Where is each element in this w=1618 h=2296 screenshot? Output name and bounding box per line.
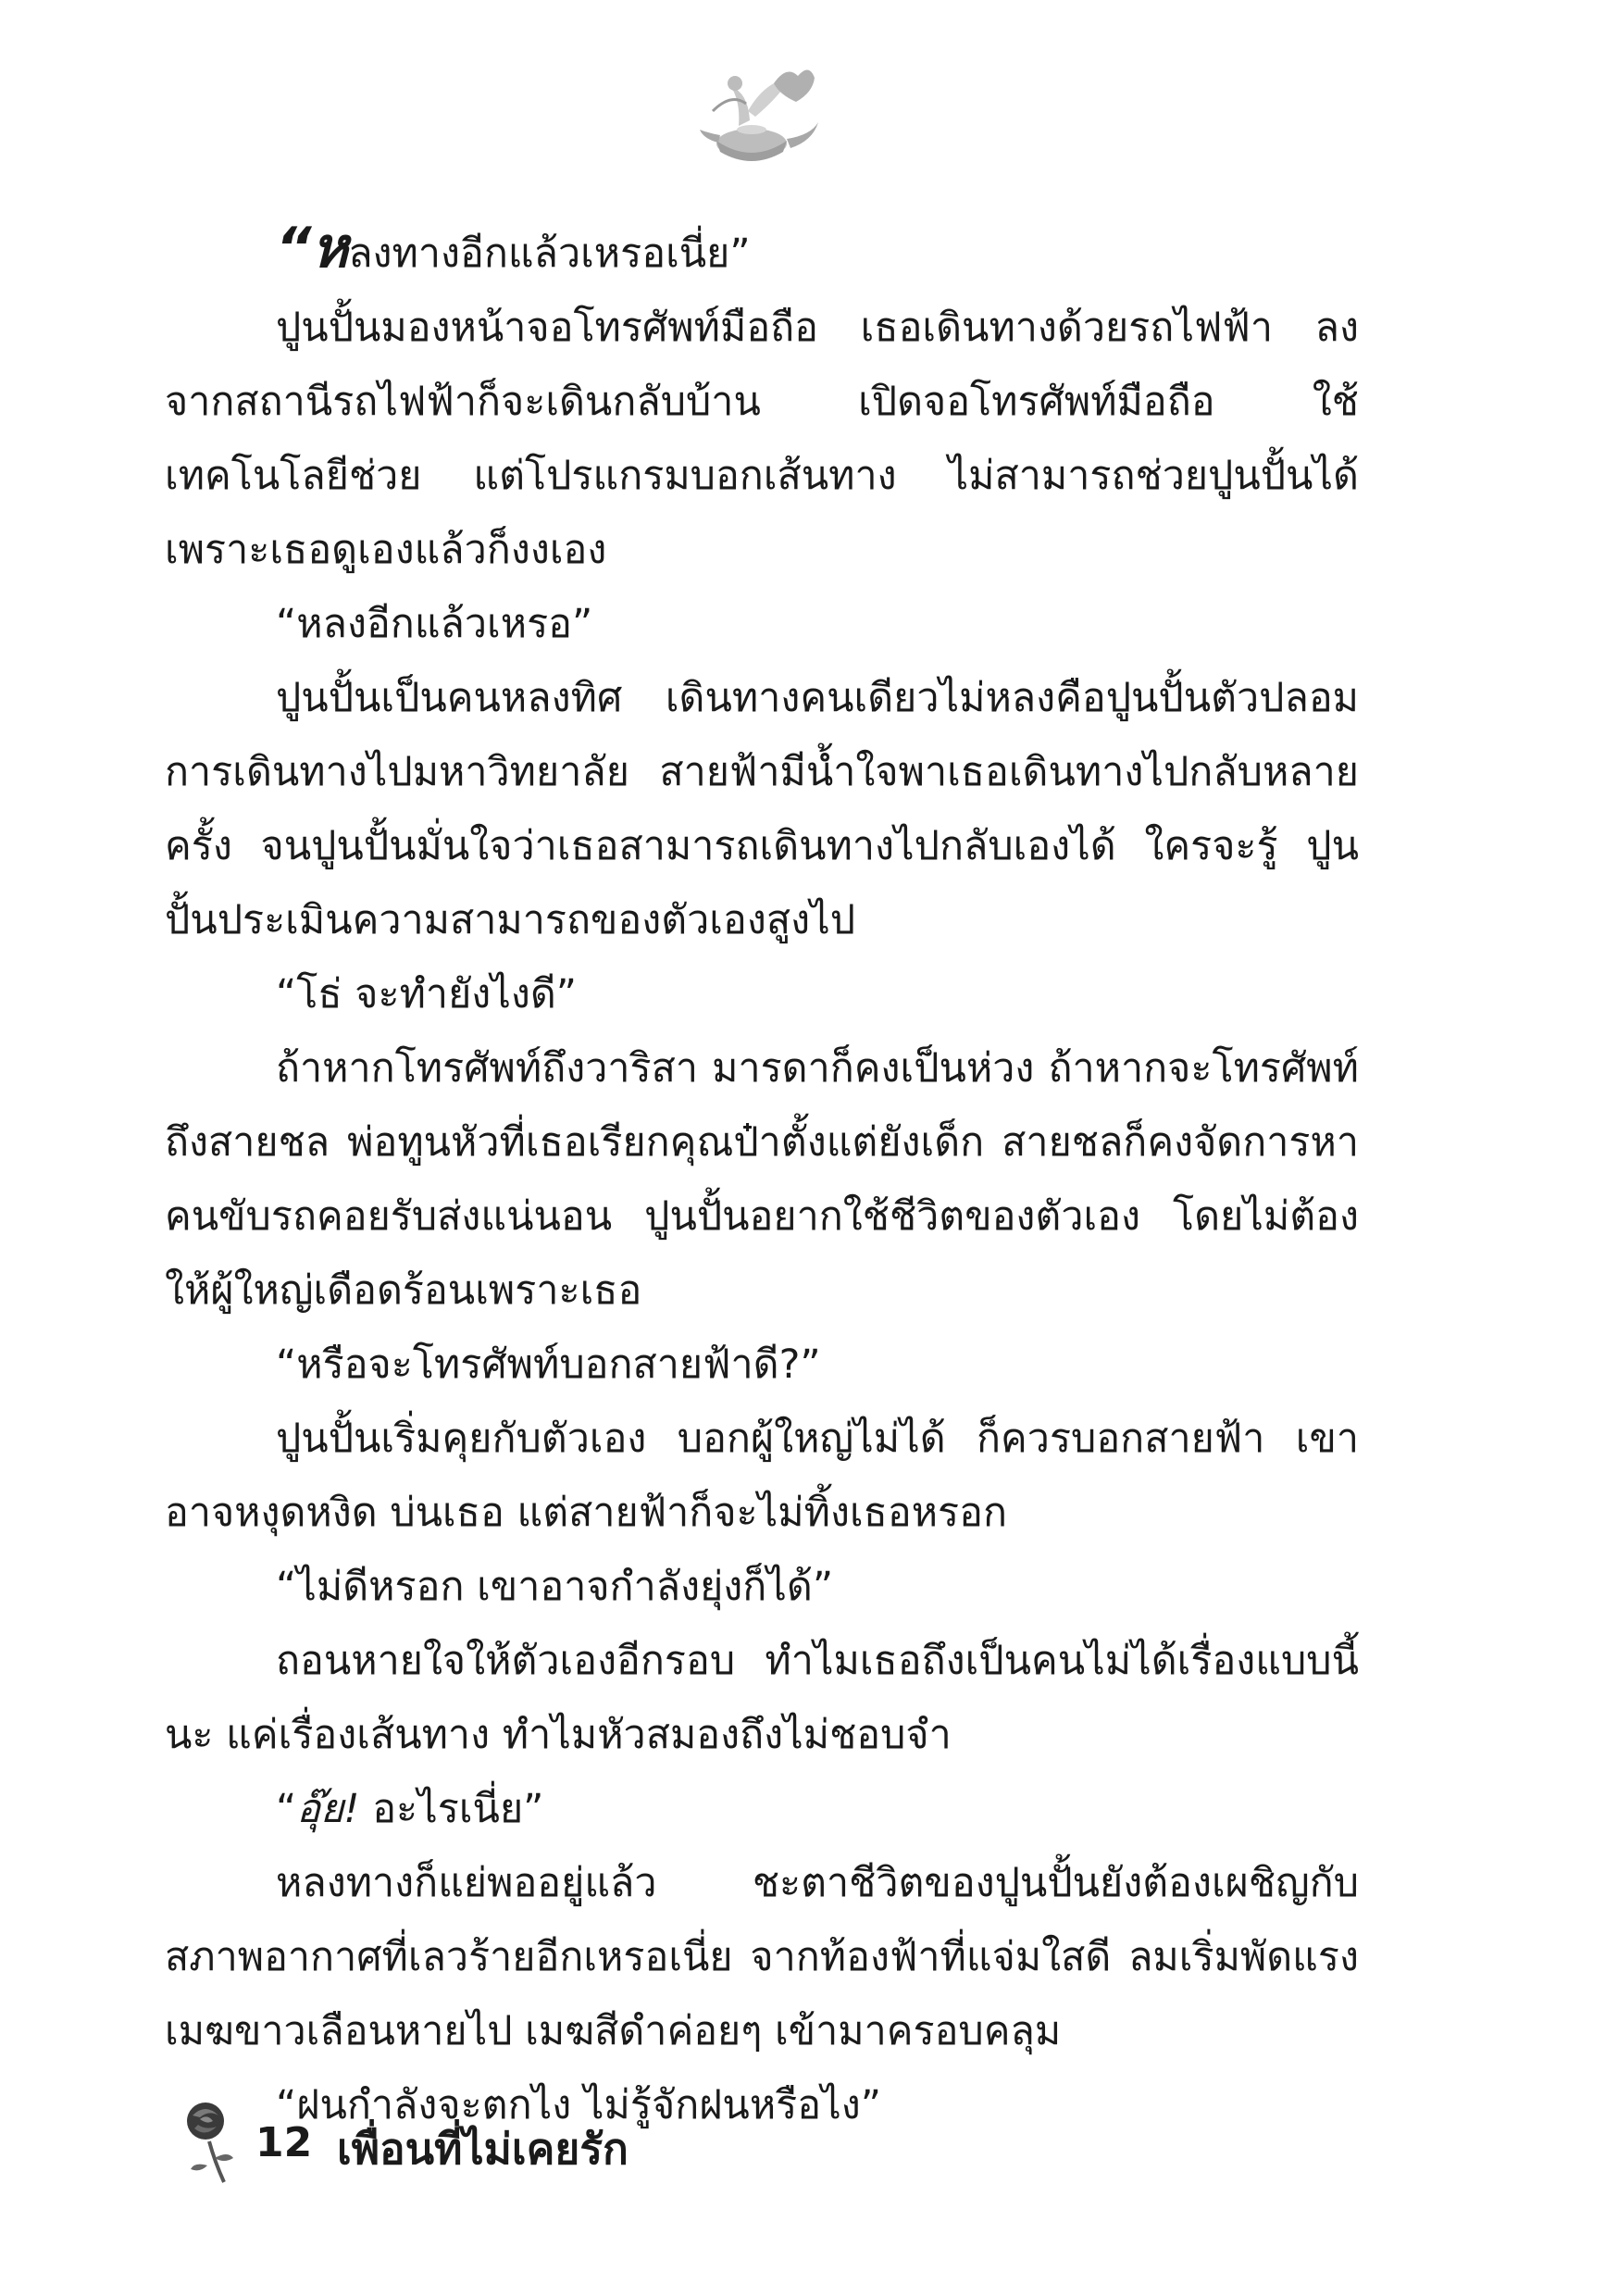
paragraph-8: ปูนปั้นเริ่มคุยกับตัวเอง บอกผู้ใหญ่ไม่ได้ ก็ควรบอกสายฟ้า เขาอาจหงุดหงิด บ่นเธอ แต่สายฟ้าก็จะไม่ทิ้งเธอหรอก <box>165 1416 1359 1536</box>
paragraph-7: “หรือจะโทรศัพท์บอกสายฟ้าดี?” <box>276 1341 821 1388</box>
drop-cap: “ห <box>276 216 349 281</box>
page-footer <box>172 2097 820 2190</box>
paragraph-1: “หลงทางอีกแล้วเหรอเนี่ย” <box>276 216 751 281</box>
paragraph-3: “หลงอีกแล้วเหรอ” <box>276 601 593 647</box>
paragraph-11: “อุ๊ย! อะไรเนี่ย” <box>276 1786 544 1832</box>
paragraph-10: ถอนหายใจให้ตัวเองอีกรอบ ทำไมเธอถึงเป็นคนไม่ได้เรื่องแบบนี้นะ แค่เรื่องเส้นทาง ทำไมหัวสมองถึงไม่ชอบจำ <box>165 1638 1359 1758</box>
paragraph-4: ปูนปั้นเป็นคนหลงทิศ เดินทางคนเดียวไม่หลงคือปูนปั้นตัวปลอม การเดินทางไปมหาวิทยาลัย สายฟ้ามีน้ำใจพาเธอเดินทางไปกลับหลายครั้ง จนปูนปั้นมั่นใจว่าเธอสามารถเดินทางไปกลับเองได้ ใครจะรู้ ปูนปั้นประเมินความสามารถของตัวเองสูงไป <box>165 675 1360 943</box>
book-title: เพื่อนที่ไม่เคยรัก <box>337 2124 629 2174</box>
paragraph-2: ปูนปั้นมองหน้าจอโทรศัพท์มือถือ เธอเดินทางด้วยรถไฟฟ้า ลงจากสถานีรถไฟฟ้าก็จะเดินกลับบ้าน เปิดจอโทรศัพท์มือถือ ใช้เทคโนโลยีช่วย แต่โปรแกรมบอกเส้นทาง ไม่สามารถช่วยปูนปั้นได้ เพราะเธอดูเองแล้วก็งงเอง <box>165 305 1359 573</box>
paragraph-5: “โธ่ จะทำยังไงดี” <box>276 971 578 1017</box>
paragraph-12: หลงทางก็แย่พออยู่แล้ว ชะตาชีวิตของปูนปั้นยังต้องเผชิญกับสภาพอากาศที่เลวร้ายอีกเหรอเนี่ย จากท้องฟ้าที่แจ่มใสดี ลมเริ่มพัดแรง เมฆขาวเลือนหายไป เมฆสีดำค่อยๆ เข้ามาครอบคลุม <box>165 1860 1359 2054</box>
rose-icon <box>172 2097 246 2190</box>
teapot-cupid-ornament-icon <box>694 56 833 176</box>
paragraph-13: “ฝนกำลังจะตกไง ไม่รู้จักฝนหรือไง” <box>276 2082 881 2128</box>
body-text <box>165 211 1359 2142</box>
page-number: 12 <box>255 2119 313 2166</box>
paragraph-9: “ไม่ดีหรอก เขาอาจกำลังยุ่งก็ได้” <box>276 1564 834 1610</box>
paragraph-6: ถ้าหากโทรศัพท์ถึงวาริสา มารดาก็คงเป็นห่วง ถ้าหากจะโทรศัพท์ถึงสายชล พ่อทูนหัวที่เธอเรียกคุณป๋าตั้งแต่ยังเด็ก สายชลก็คงจัดการหาคนขับรถคอยรับส่งแน่นอน ปูนปั้นอยากใช้ชีวิตของตัวเอง โดยไม่ต้องให้ผู้ใหญ่เดือดร้อนเพราะเธอ <box>165 1045 1359 1314</box>
